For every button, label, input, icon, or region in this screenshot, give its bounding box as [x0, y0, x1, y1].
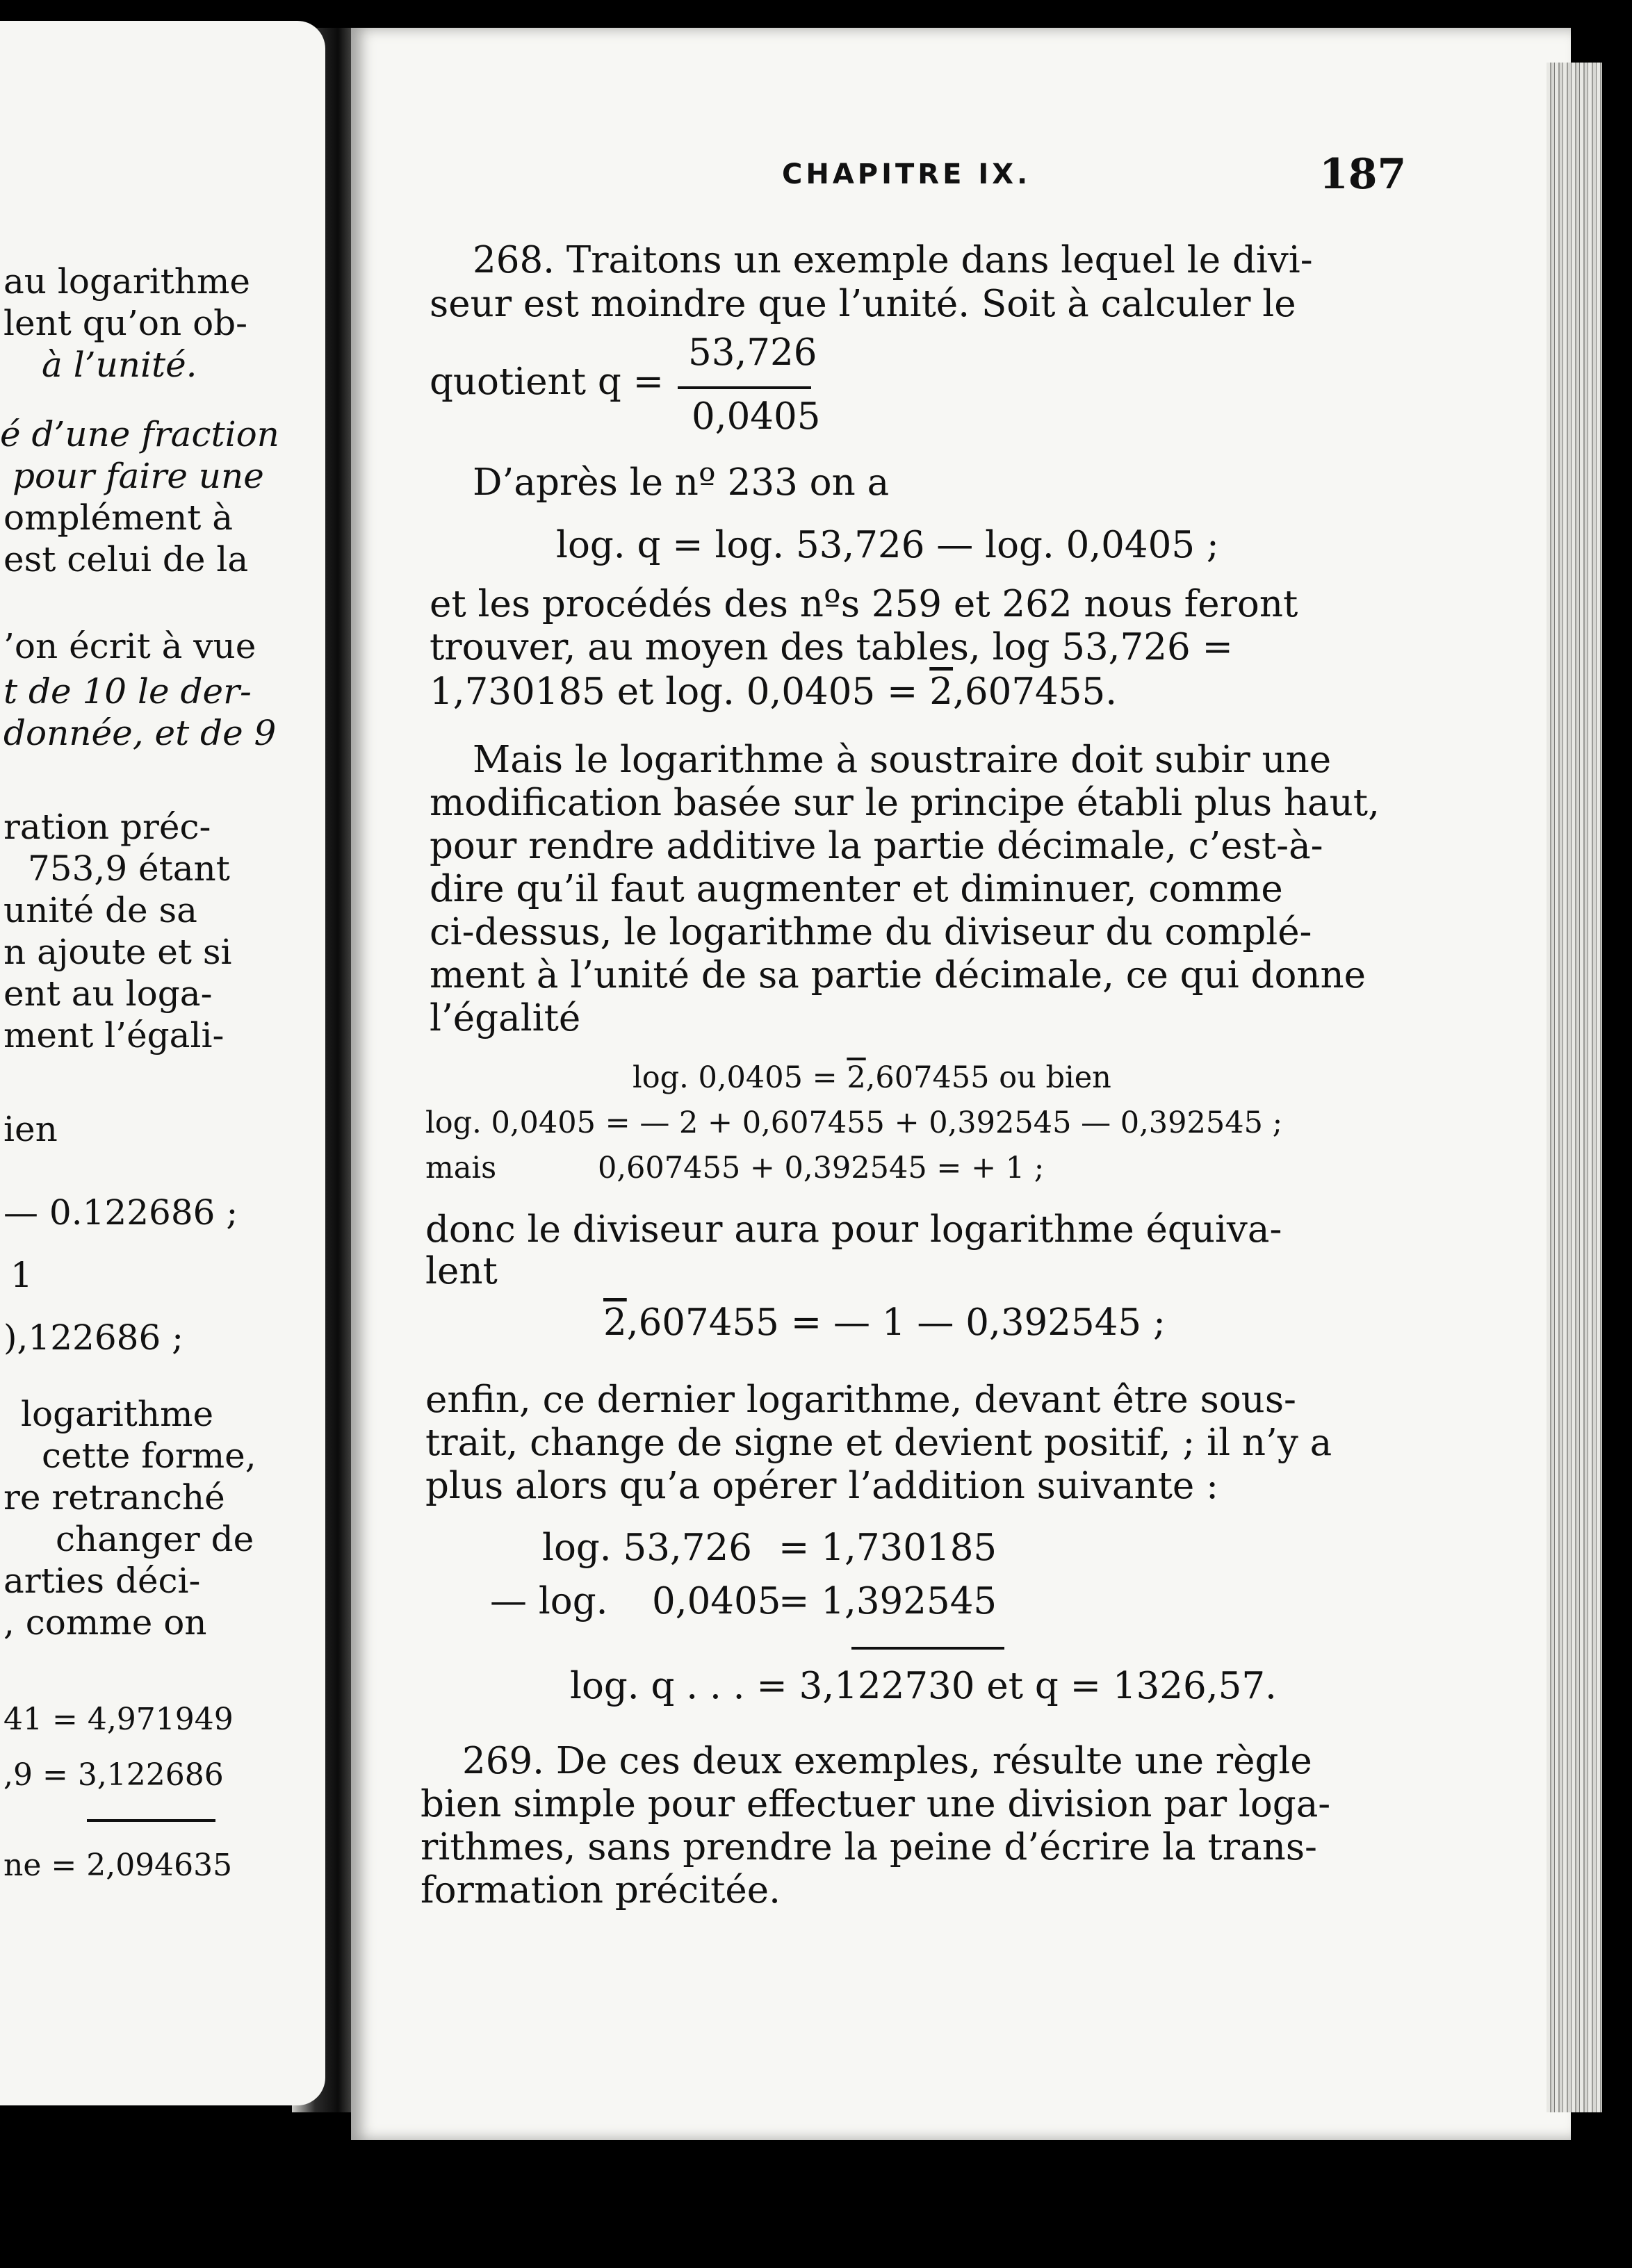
- fraction-bar: [678, 386, 811, 389]
- left-fragment: est celui de la: [3, 539, 249, 580]
- left-fragment: ration préc-: [3, 807, 211, 847]
- chapter-title: CHAPITRE IX.: [782, 158, 1031, 190]
- text-line: D’après le nº 233 on a: [473, 461, 890, 504]
- text-line: rithmes, sans prendre la peine d’écrire la trans-: [421, 1826, 1317, 1868]
- text-line: lent: [425, 1250, 498, 1292]
- text-line: l’égalité: [430, 997, 581, 1040]
- text-line: pour rendre additive la partie décimale, c’est-à-: [430, 825, 1323, 867]
- left-fragment: ien: [3, 1109, 58, 1149]
- left-fragment: cette forme,: [42, 1436, 256, 1476]
- sum-term: — log.: [490, 1580, 608, 1622]
- formula-line: 0,607455 + 0,392545 = + 1 ;: [598, 1151, 1045, 1185]
- page-edges: [1547, 63, 1602, 2112]
- left-fragment: unité de sa: [3, 890, 197, 930]
- text-line: donc le diviseur aura pour logarithme équiva-: [425, 1208, 1282, 1251]
- left-fragment: — 0.122686 ;: [3, 1192, 238, 1233]
- left-fragment: logarithme: [21, 1394, 214, 1434]
- left-fragment: ent au loga-: [3, 973, 213, 1014]
- left-fragment: donnée, et de 9: [3, 713, 277, 753]
- left-fragment: ment l’égali-: [3, 1015, 225, 1055]
- text-line: et les procédés des nºs 259 et 262 nous feront: [430, 583, 1298, 625]
- text-line: ci-dessus, le logarithme du diviseur du complé-: [430, 911, 1312, 953]
- formula-label-mais: mais: [425, 1151, 497, 1185]
- left-fragment: lent qu’on ob-: [3, 303, 248, 343]
- left-fragment: 1: [10, 1255, 33, 1295]
- formula-denominator: 0,0405: [692, 395, 821, 438]
- left-page: [0, 21, 325, 2105]
- formula-numerator: 53,726: [688, 331, 817, 374]
- text-line: dire qu’il faut augmenter et diminuer, comme: [430, 868, 1283, 910]
- left-fragment: au logarithme: [3, 261, 251, 302]
- sum-term: log. 53,726: [542, 1527, 752, 1569]
- text-line: 269. De ces deux exemples, résulte une règle: [462, 1740, 1312, 1782]
- text-line: trait, change de signe et devient positif, ; il n’y a: [425, 1422, 1332, 1464]
- left-fragment: t de 10 le der-: [3, 671, 252, 712]
- formula-line: 2,607455 = — 1 — 0,392545 ;: [603, 1301, 1166, 1344]
- left-fragment: ne = 2,094635: [3, 1848, 233, 1883]
- text-line: trouver, au moyen des tables, log 53,726 =: [430, 626, 1233, 668]
- text-line: seur est moindre que l’unité. Soit à calculer le: [430, 283, 1296, 325]
- text-line: enfin, ce dernier logarithme, devant être sous-: [425, 1379, 1296, 1421]
- left-fragment: ’on écrit à vue: [3, 626, 256, 666]
- left-fragment: 41 = 4,971949: [3, 1702, 234, 1737]
- left-fragment: ),122686 ;: [3, 1317, 184, 1358]
- text-line: plus alors qu’a opérer l’addition suivante :: [425, 1465, 1219, 1507]
- left-fragment: re retranché: [3, 1477, 225, 1518]
- text-line: bien simple pour effectuer une division par loga-: [421, 1783, 1331, 1825]
- formula-line: log. 0,0405 = 2,607455 ou bien: [633, 1060, 1111, 1095]
- sum-result: log. q . . . = 3,122730 et q = 1326,57.: [570, 1665, 1277, 1707]
- page-number: 187: [1319, 150, 1407, 199]
- sum-rule: [851, 1647, 1004, 1650]
- left-fragment: pour faire une: [13, 456, 264, 496]
- left-fragment: à l’unité.: [42, 345, 197, 385]
- sum-value: = 1,730185: [778, 1527, 997, 1569]
- left-fragment: 753,9 étant: [28, 848, 230, 889]
- text-line: ment à l’unité de sa partie décimale, ce qui donne: [430, 954, 1366, 996]
- sum-term: 0,0405: [652, 1580, 781, 1622]
- left-fragment: n ajoute et si: [3, 932, 232, 972]
- left-fragment: omplément à: [3, 498, 234, 538]
- left-fragment: changer de: [56, 1519, 254, 1559]
- formula-quotient-label: quotient q =: [430, 361, 664, 403]
- text-line: 268. Traitons un exemple dans lequel le divi-: [473, 239, 1313, 281]
- formula-line: log. 0,0405 = — 2 + 0,607455 + 0,392545 — 0,392545 ;: [425, 1106, 1283, 1140]
- sum-value: = 1,392545: [778, 1580, 997, 1622]
- left-fragment: , comme on: [3, 1602, 207, 1643]
- left-fragment: arties déci-: [3, 1561, 201, 1601]
- left-fragment: é d’une fraction: [0, 414, 279, 454]
- text-line: formation précitée.: [421, 1869, 781, 1912]
- left-sum-rule: [87, 1819, 215, 1822]
- left-fragment: ,9 = 3,122686: [3, 1757, 224, 1793]
- text-line: modification basée sur le principe établi plus haut,: [430, 782, 1380, 824]
- formula-line: log. q = log. 53,726 — log. 0,0405 ;: [556, 524, 1219, 566]
- text-line: 1,730185 et log. 0,0405 = 2,607455.: [430, 671, 1118, 713]
- text-line: Mais le logarithme à soustraire doit subir une: [473, 739, 1332, 781]
